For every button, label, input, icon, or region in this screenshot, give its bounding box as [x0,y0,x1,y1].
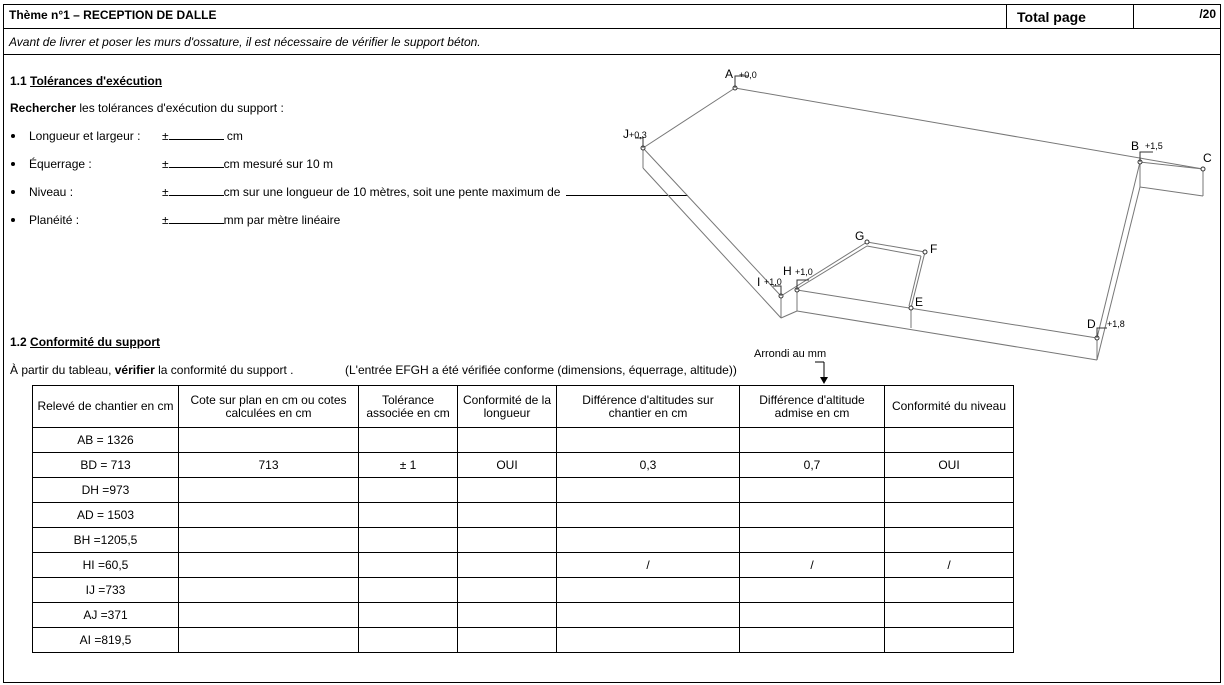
answer-cell[interactable] [179,553,359,578]
site-measure-cell: IJ =733 [33,578,179,603]
total-page-label: Total page [1017,9,1086,25]
instruction-rest: les tolérances d'exécution du support : [76,101,284,115]
tolerance-item-squareness: ± cm mesuré sur 10 m [162,157,333,171]
col-header: Différence d'altitudes sur chantier en cm [557,386,740,428]
section-1-instruction [10,101,284,115]
altitude-label: +1,0 [795,267,813,277]
site-measure-cell: AI =819,5 [33,628,179,653]
bullet-icon [11,218,15,222]
table-header-row [33,386,1014,428]
col-header: Relevé de chantier en cm [33,386,179,428]
answer-blank[interactable] [169,186,224,196]
answer-cell[interactable] [740,428,885,453]
bullet-icon [11,134,15,138]
answer-cell[interactable] [458,553,557,578]
site-measure-cell: AD = 1503 [33,503,179,528]
tolerance-item-length: ± cm [162,129,243,143]
answer-cell[interactable] [359,528,458,553]
altitude-label: +1,5 [1145,141,1163,151]
section-2-instruction: À partir du tableau, vérifier la conformité du support . [10,363,294,377]
header-row [3,4,1221,29]
site-measure-cell: BD = 713 [33,453,179,478]
altitude-label: +0,3 [629,130,647,140]
section-1-title [10,74,162,88]
table-row [33,478,1014,503]
site-measure-cell: DH =973 [33,478,179,503]
answer-cell[interactable] [740,528,885,553]
altitude-label: +1,8 [1107,319,1125,329]
tolerance-item-flatness: ± mm par mètre linéaire [162,213,341,227]
score-cell [1134,4,1220,28]
answer-cell[interactable]: / [740,553,885,578]
answer-cell[interactable] [179,578,359,603]
site-measure-cell: AB = 1326 [33,428,179,453]
table-row [33,528,1014,553]
tolerance-item-label: Longueur et largeur : [29,129,141,143]
answer-cell[interactable] [740,578,885,603]
answer-cell[interactable]: 0,7 [740,453,885,478]
answer-cell[interactable] [557,528,740,553]
section-2-note: (L'entrée EFGH a été vérifiée conforme (dimensions, équerrage, altitude)) [345,363,737,377]
answer-cell[interactable] [179,478,359,503]
answer-cell[interactable] [458,603,557,628]
tolerance-item-label: Planéité : [29,213,80,227]
answer-blank[interactable] [169,158,224,168]
conformity-table [32,385,1014,653]
section-2-title [10,335,160,349]
point-label: A [725,67,734,81]
section-1-heading: Tolérances d'exécution [30,74,163,88]
point-label: C [1203,151,1212,165]
answer-cell[interactable] [359,553,458,578]
table-row [33,453,1014,478]
bullet-icon [11,162,15,166]
answer-cell[interactable] [359,428,458,453]
arrow-down-icon [815,360,829,386]
answer-cell[interactable] [359,628,458,653]
answer-cell[interactable] [740,628,885,653]
answer-cell[interactable] [359,603,458,628]
tolerance-item-label: Équerrage : [29,157,92,171]
answer-cell[interactable] [557,628,740,653]
section-1-number: 1.1 [10,74,27,88]
answer-blank[interactable] [169,130,224,140]
answer-cell[interactable]: 0,3 [557,453,740,478]
total-page-cell [1006,4,1134,28]
col-header: Différence d'altitude admise en cm [740,386,885,428]
answer-cell[interactable] [740,503,885,528]
point-labels [623,67,1212,331]
altitude-label: +0,0 [739,70,757,80]
table-row [33,603,1014,628]
intro-row [3,29,1221,55]
slab-plan-diagram [615,62,1215,362]
answer-cell[interactable]: ± 1 [359,453,458,478]
site-measure-cell: HI =60,5 [33,553,179,578]
answer-cell[interactable] [179,628,359,653]
table-row [33,553,1014,578]
answer-cell[interactable] [885,628,1014,653]
answer-cell[interactable] [458,578,557,603]
answer-cell[interactable] [557,428,740,453]
site-measure-cell: BH =1205,5 [33,528,179,553]
table-row [33,503,1014,528]
point-label: D [1087,317,1096,331]
answer-cell[interactable] [179,603,359,628]
point-label: J [623,127,629,141]
answer-cell[interactable] [179,428,359,453]
instruction-bold: Rechercher [10,101,77,115]
col-header: Cote sur plan en cm ou cotes calculées en cm [179,386,359,428]
score-label: /20 [1199,7,1216,21]
point-label: F [930,242,938,256]
table-row [33,628,1014,653]
answer-cell[interactable] [885,428,1014,453]
intro-text: Avant de livrer et poser les murs d'ossature, il est nécessaire de vérifier le support béton. [9,35,481,49]
col-header: Tolérance associée en cm [359,386,458,428]
table-row [33,578,1014,603]
section-2-heading: Conformité du support [30,335,161,349]
answer-cell[interactable] [458,428,557,453]
theme-title: Thème n°1 – RECEPTION DE DALLE [9,8,217,22]
answer-cell[interactable] [885,578,1014,603]
point-label: B [1131,139,1140,153]
answer-cell[interactable] [740,603,885,628]
answer-cell[interactable]: / [885,553,1014,578]
answer-cell[interactable] [885,503,1014,528]
point-label: E [915,295,924,309]
answer-cell[interactable] [179,528,359,553]
bullet-icon [11,190,15,194]
answer-cell[interactable] [885,603,1014,628]
answer-cell[interactable] [359,503,458,528]
answer-cell[interactable] [557,503,740,528]
answer-cell[interactable] [557,603,740,628]
rounding-note: Arrondi au mm [754,348,827,360]
answer-cell[interactable] [458,503,557,528]
answer-cell[interactable] [179,503,359,528]
answer-cell[interactable] [458,478,557,503]
point-label: H [783,264,792,278]
answer-cell[interactable]: / [557,553,740,578]
answer-blank[interactable] [169,214,224,224]
tolerance-item-level: ± cm sur une longueur de 10 mètres, soit une pente maximum de [162,185,688,199]
answer-cell[interactable] [885,528,1014,553]
answer-cell[interactable] [458,628,557,653]
answer-cell[interactable] [885,478,1014,503]
answer-cell[interactable]: OUI [458,453,557,478]
altitude-label: +1,0 [764,277,782,287]
answer-cell[interactable] [359,578,458,603]
table-row [33,428,1014,453]
point-label: I [757,275,761,289]
answer-cell[interactable] [740,478,885,503]
site-measure-cell: AJ =371 [33,603,179,628]
tolerance-item-label: Niveau : [29,185,74,199]
answer-cell[interactable] [557,578,740,603]
section-2-number: 1.2 [10,335,27,349]
answer-cell[interactable] [458,528,557,553]
col-header: Conformité de la longueur [458,386,557,428]
answer-cell[interactable] [359,478,458,503]
col-header: Conformité du niveau [885,386,1014,428]
point-label: G [855,229,865,243]
answer-cell[interactable] [557,478,740,503]
answer-cell[interactable]: 713 [179,453,359,478]
answer-cell[interactable]: OUI [885,453,1014,478]
